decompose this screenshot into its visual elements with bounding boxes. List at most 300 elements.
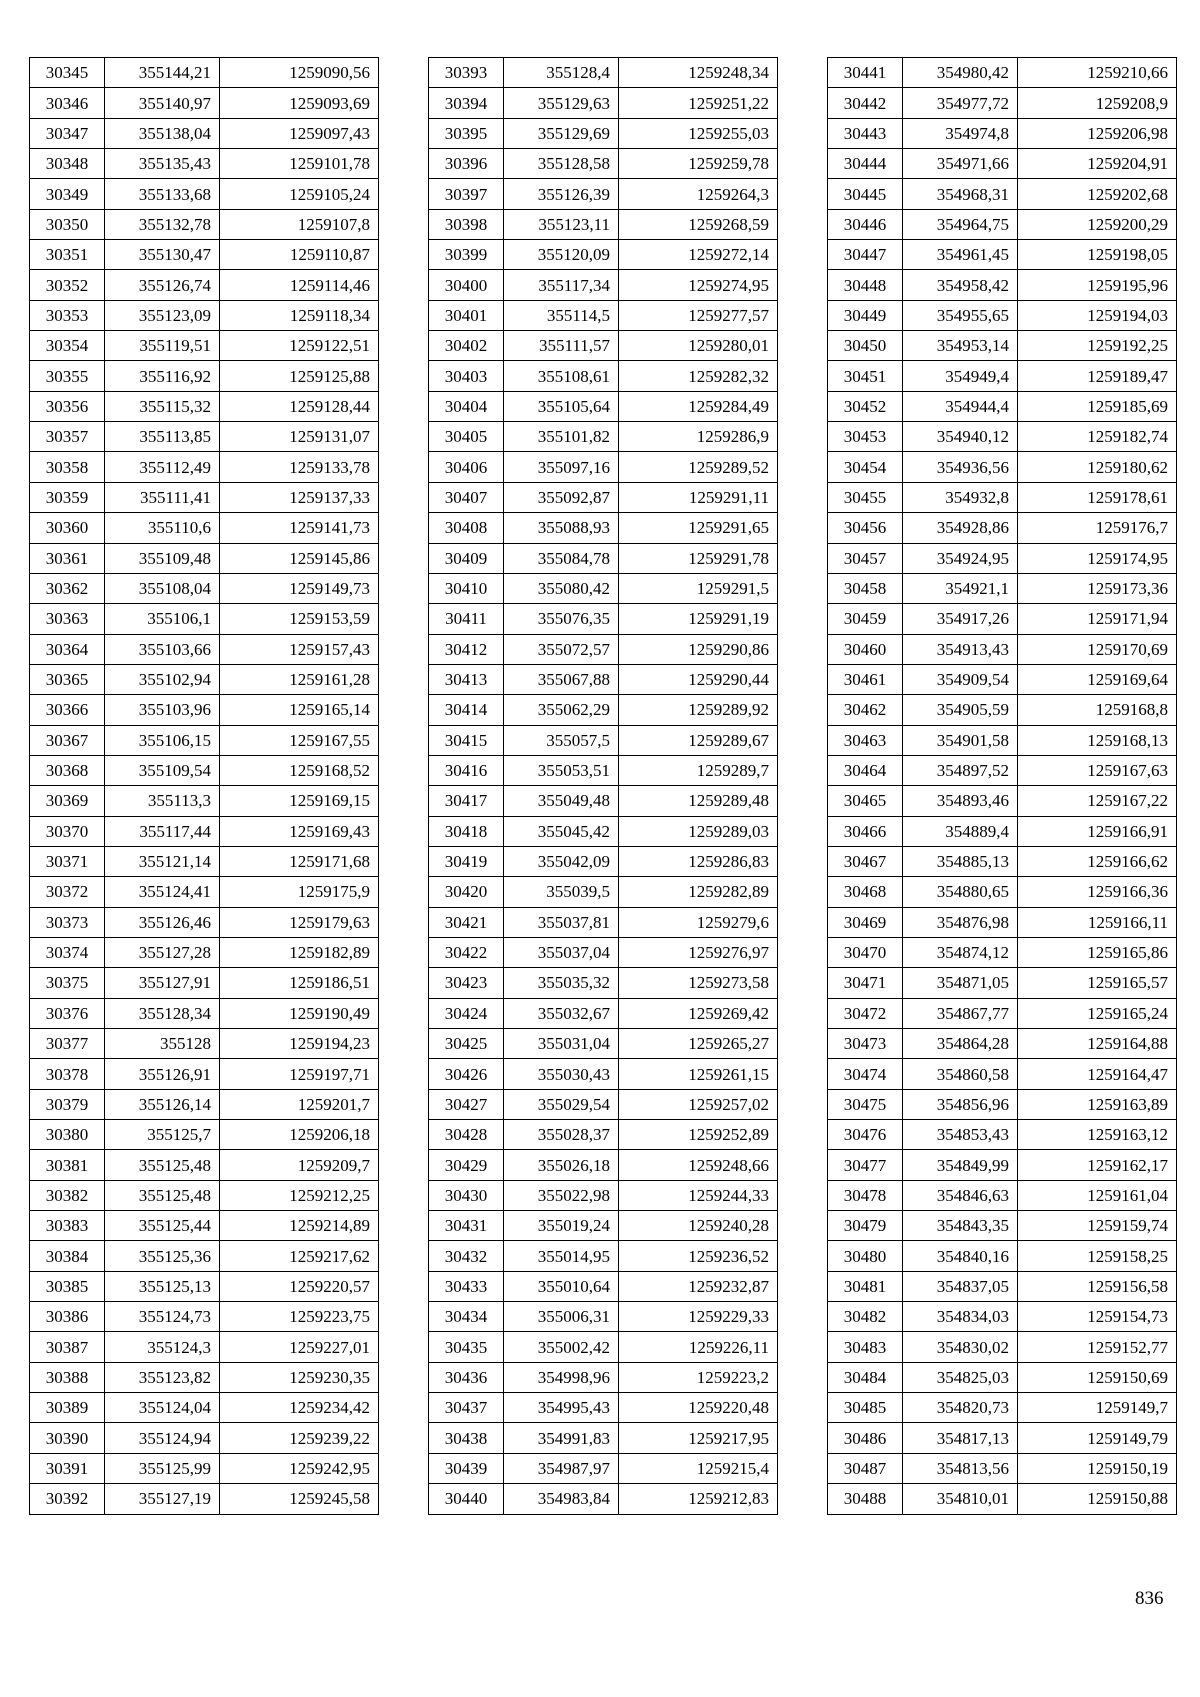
point-id-cell: 30438	[429, 1423, 504, 1453]
y-coordinate-cell: 1259182,89	[220, 937, 379, 967]
x-coordinate-cell: 355113,85	[105, 422, 220, 452]
y-coordinate-cell: 1259125,88	[220, 361, 379, 391]
point-id-cell: 30360	[30, 513, 105, 543]
point-id-cell: 30398	[429, 209, 504, 239]
point-id-cell: 30371	[30, 846, 105, 876]
y-coordinate-cell: 1259248,34	[619, 58, 778, 88]
table-row	[828, 88, 1177, 118]
y-coordinate-cell: 1259189,47	[1018, 361, 1177, 391]
y-coordinate-cell: 1259149,7	[1018, 1393, 1177, 1423]
point-id-cell: 30466	[828, 816, 903, 846]
y-coordinate-cell: 1259090,56	[220, 58, 379, 88]
point-id-cell: 30355	[30, 361, 105, 391]
x-coordinate-cell: 354810,01	[903, 1484, 1018, 1514]
x-coordinate-cell: 355080,42	[504, 573, 619, 603]
x-coordinate-cell: 355067,88	[504, 664, 619, 694]
x-coordinate-cell: 355144,21	[105, 58, 220, 88]
x-coordinate-cell: 355045,42	[504, 816, 619, 846]
x-coordinate-cell: 355133,68	[105, 179, 220, 209]
table-row	[429, 391, 778, 421]
table-row	[828, 270, 1177, 300]
table-row	[30, 361, 379, 391]
point-id-cell: 30363	[30, 604, 105, 634]
point-id-cell: 30475	[828, 1089, 903, 1119]
y-coordinate-cell: 1259163,89	[1018, 1089, 1177, 1119]
x-coordinate-cell: 354830,02	[903, 1332, 1018, 1362]
point-id-cell: 30354	[30, 331, 105, 361]
x-coordinate-cell: 355109,54	[105, 755, 220, 785]
y-coordinate-cell: 1259291,65	[619, 513, 778, 543]
table-row	[429, 1423, 778, 1453]
table-row	[429, 513, 778, 543]
y-coordinate-cell: 1259234,42	[220, 1393, 379, 1423]
table-row	[429, 816, 778, 846]
table-row	[828, 391, 1177, 421]
y-coordinate-cell: 1259223,2	[619, 1362, 778, 1392]
y-coordinate-cell: 1259282,89	[619, 877, 778, 907]
table-row	[429, 1029, 778, 1059]
point-id-cell: 30453	[828, 422, 903, 452]
point-id-cell: 30393	[429, 58, 504, 88]
table-row	[828, 149, 1177, 179]
x-coordinate-cell: 355032,67	[504, 998, 619, 1028]
table-row	[828, 1423, 1177, 1453]
x-coordinate-cell: 355028,37	[504, 1120, 619, 1150]
x-coordinate-cell: 355124,3	[105, 1332, 220, 1362]
x-coordinate-cell: 354913,43	[903, 634, 1018, 664]
y-coordinate-cell: 1259248,66	[619, 1150, 778, 1180]
y-coordinate-cell: 1259152,77	[1018, 1332, 1177, 1362]
y-coordinate-cell: 1259107,8	[220, 209, 379, 239]
table-row	[30, 1150, 379, 1180]
table-row	[828, 179, 1177, 209]
x-coordinate-cell: 355111,41	[105, 482, 220, 512]
point-id-cell: 30485	[828, 1393, 903, 1423]
table-row	[30, 695, 379, 725]
table-row	[30, 300, 379, 330]
y-coordinate-cell: 1259194,03	[1018, 300, 1177, 330]
table-row	[429, 1453, 778, 1483]
table-row	[30, 1059, 379, 1089]
table-row	[828, 604, 1177, 634]
table-row	[30, 1423, 379, 1453]
table-row	[429, 179, 778, 209]
point-id-cell: 30444	[828, 149, 903, 179]
point-id-cell: 30462	[828, 695, 903, 725]
x-coordinate-cell: 354837,05	[903, 1271, 1018, 1301]
point-id-cell: 30405	[429, 422, 504, 452]
y-coordinate-cell: 1259175,9	[220, 877, 379, 907]
y-coordinate-cell: 1259244,33	[619, 1180, 778, 1210]
y-coordinate-cell: 1259289,48	[619, 786, 778, 816]
y-coordinate-cell: 1259174,95	[1018, 543, 1177, 573]
y-coordinate-cell: 1259150,19	[1018, 1453, 1177, 1483]
y-coordinate-cell: 1259209,7	[220, 1150, 379, 1180]
x-coordinate-cell: 355022,98	[504, 1180, 619, 1210]
y-coordinate-cell: 1259171,68	[220, 846, 379, 876]
table-row	[30, 240, 379, 270]
table-row	[828, 1393, 1177, 1423]
table-row	[828, 1029, 1177, 1059]
x-coordinate-cell: 354876,98	[903, 907, 1018, 937]
table-row	[828, 1362, 1177, 1392]
table-row	[30, 1180, 379, 1210]
table-row	[30, 1362, 379, 1392]
point-id-cell: 30409	[429, 543, 504, 573]
y-coordinate-cell: 1259165,57	[1018, 968, 1177, 998]
point-id-cell: 30448	[828, 270, 903, 300]
y-coordinate-cell: 1259169,15	[220, 786, 379, 816]
x-coordinate-cell: 355031,04	[504, 1029, 619, 1059]
point-id-cell: 30447	[828, 240, 903, 270]
x-coordinate-cell: 355119,51	[105, 331, 220, 361]
point-id-cell: 30376	[30, 998, 105, 1028]
table-row	[828, 786, 1177, 816]
x-coordinate-cell: 354820,73	[903, 1393, 1018, 1423]
page-number: 836	[1135, 1588, 1164, 1609]
x-coordinate-cell: 354909,54	[903, 664, 1018, 694]
y-coordinate-cell: 1259279,6	[619, 907, 778, 937]
y-coordinate-cell: 1259227,01	[220, 1332, 379, 1362]
x-coordinate-cell: 354813,56	[903, 1453, 1018, 1483]
table-row	[828, 1120, 1177, 1150]
table-row	[429, 149, 778, 179]
x-coordinate-cell: 355114,5	[504, 300, 619, 330]
table-row	[429, 58, 778, 88]
y-coordinate-cell: 1259276,97	[619, 937, 778, 967]
x-coordinate-cell: 355010,64	[504, 1271, 619, 1301]
point-id-cell: 30478	[828, 1180, 903, 1210]
point-id-cell: 30394	[429, 88, 504, 118]
x-coordinate-cell: 355123,82	[105, 1362, 220, 1392]
y-coordinate-cell: 1259277,57	[619, 300, 778, 330]
y-coordinate-cell: 1259291,19	[619, 604, 778, 634]
table-row	[429, 755, 778, 785]
x-coordinate-cell: 354958,42	[903, 270, 1018, 300]
table-row	[429, 634, 778, 664]
x-coordinate-cell: 355039,5	[504, 877, 619, 907]
table-row	[828, 755, 1177, 785]
x-coordinate-cell: 355121,14	[105, 846, 220, 876]
table-row	[30, 452, 379, 482]
table-row	[429, 1180, 778, 1210]
x-coordinate-cell: 355116,92	[105, 361, 220, 391]
point-id-cell: 30412	[429, 634, 504, 664]
point-id-cell: 30433	[429, 1271, 504, 1301]
x-coordinate-cell: 355126,74	[105, 270, 220, 300]
table-row	[429, 877, 778, 907]
x-coordinate-cell: 354834,03	[903, 1302, 1018, 1332]
x-coordinate-cell: 354940,12	[903, 422, 1018, 452]
table-row	[429, 361, 778, 391]
y-coordinate-cell: 1259165,14	[220, 695, 379, 725]
x-coordinate-cell: 354825,03	[903, 1362, 1018, 1392]
y-coordinate-cell: 1259161,28	[220, 664, 379, 694]
x-coordinate-cell: 354980,42	[903, 58, 1018, 88]
x-coordinate-cell: 354905,59	[903, 695, 1018, 725]
table-row	[30, 846, 379, 876]
point-id-cell: 30369	[30, 786, 105, 816]
y-coordinate-cell: 1259093,69	[220, 88, 379, 118]
table-row	[828, 846, 1177, 876]
y-coordinate-cell: 1259212,25	[220, 1180, 379, 1210]
y-coordinate-cell: 1259122,51	[220, 331, 379, 361]
table-row	[30, 270, 379, 300]
x-coordinate-cell: 355108,61	[504, 361, 619, 391]
point-id-cell: 30484	[828, 1362, 903, 1392]
y-coordinate-cell: 1259173,36	[1018, 573, 1177, 603]
y-coordinate-cell: 1259217,95	[619, 1423, 778, 1453]
x-coordinate-cell: 355140,97	[105, 88, 220, 118]
y-coordinate-cell: 1259212,83	[619, 1484, 778, 1514]
x-coordinate-cell: 355123,11	[504, 209, 619, 239]
x-coordinate-cell: 354874,12	[903, 937, 1018, 967]
point-id-cell: 30400	[429, 270, 504, 300]
x-coordinate-cell: 355103,96	[105, 695, 220, 725]
point-id-cell: 30352	[30, 270, 105, 300]
table-row	[30, 998, 379, 1028]
table-row	[30, 604, 379, 634]
table-row	[828, 937, 1177, 967]
y-coordinate-cell: 1259284,49	[619, 391, 778, 421]
y-coordinate-cell: 1259137,33	[220, 482, 379, 512]
x-coordinate-cell: 355042,09	[504, 846, 619, 876]
x-coordinate-cell: 355049,48	[504, 786, 619, 816]
point-id-cell: 30470	[828, 937, 903, 967]
y-coordinate-cell: 1259159,74	[1018, 1211, 1177, 1241]
x-coordinate-cell: 355124,04	[105, 1393, 220, 1423]
point-id-cell: 30358	[30, 452, 105, 482]
point-id-cell: 30345	[30, 58, 105, 88]
x-coordinate-cell: 354846,63	[903, 1180, 1018, 1210]
y-coordinate-cell: 1259192,25	[1018, 331, 1177, 361]
y-coordinate-cell: 1259161,04	[1018, 1180, 1177, 1210]
point-id-cell: 30467	[828, 846, 903, 876]
y-coordinate-cell: 1259131,07	[220, 422, 379, 452]
table-row	[429, 1362, 778, 1392]
table-row	[429, 968, 778, 998]
point-id-cell: 30443	[828, 118, 903, 148]
point-id-cell: 30348	[30, 149, 105, 179]
y-coordinate-cell: 1259166,36	[1018, 877, 1177, 907]
y-coordinate-cell: 1259239,22	[220, 1423, 379, 1453]
point-id-cell: 30362	[30, 573, 105, 603]
y-coordinate-cell: 1259206,18	[220, 1120, 379, 1150]
x-coordinate-cell: 355101,82	[504, 422, 619, 452]
point-id-cell: 30435	[429, 1332, 504, 1362]
point-id-cell: 30457	[828, 543, 903, 573]
x-coordinate-cell: 355124,73	[105, 1302, 220, 1332]
x-coordinate-cell: 355102,94	[105, 664, 220, 694]
y-coordinate-cell: 1259251,22	[619, 88, 778, 118]
x-coordinate-cell: 355124,41	[105, 877, 220, 907]
table-row	[429, 695, 778, 725]
point-id-cell: 30380	[30, 1120, 105, 1150]
y-coordinate-cell: 1259171,94	[1018, 604, 1177, 634]
y-coordinate-cell: 1259167,63	[1018, 755, 1177, 785]
x-coordinate-cell: 354849,99	[903, 1150, 1018, 1180]
point-id-cell: 30471	[828, 968, 903, 998]
x-coordinate-cell: 355006,31	[504, 1302, 619, 1332]
y-coordinate-cell: 1259164,88	[1018, 1029, 1177, 1059]
x-coordinate-cell: 355126,46	[105, 907, 220, 937]
point-id-cell: 30428	[429, 1120, 504, 1150]
point-id-cell: 30347	[30, 118, 105, 148]
table-row	[828, 1484, 1177, 1514]
point-id-cell: 30452	[828, 391, 903, 421]
x-coordinate-cell: 355128	[105, 1029, 220, 1059]
table-row	[30, 482, 379, 512]
y-coordinate-cell: 1259105,24	[220, 179, 379, 209]
table-row	[30, 1120, 379, 1150]
point-id-cell: 30479	[828, 1211, 903, 1241]
y-coordinate-cell: 1259290,44	[619, 664, 778, 694]
point-id-cell: 30365	[30, 664, 105, 694]
table-row	[828, 482, 1177, 512]
point-id-cell: 30481	[828, 1271, 903, 1301]
table-row	[828, 1150, 1177, 1180]
y-coordinate-cell: 1259182,74	[1018, 422, 1177, 452]
point-id-cell: 30386	[30, 1302, 105, 1332]
x-coordinate-cell: 355128,58	[504, 149, 619, 179]
y-coordinate-cell: 1259154,73	[1018, 1302, 1177, 1332]
table-row	[828, 422, 1177, 452]
y-coordinate-cell: 1259167,22	[1018, 786, 1177, 816]
x-coordinate-cell: 355129,69	[504, 118, 619, 148]
table-row	[429, 1150, 778, 1180]
x-coordinate-cell: 354840,16	[903, 1241, 1018, 1271]
y-coordinate-cell: 1259149,73	[220, 573, 379, 603]
table-row	[30, 786, 379, 816]
y-coordinate-cell: 1259242,95	[220, 1453, 379, 1483]
point-id-cell: 30349	[30, 179, 105, 209]
y-coordinate-cell: 1259128,44	[220, 391, 379, 421]
y-coordinate-cell: 1259280,01	[619, 331, 778, 361]
y-coordinate-cell: 1259290,86	[619, 634, 778, 664]
x-coordinate-cell: 354928,86	[903, 513, 1018, 543]
point-id-cell: 30382	[30, 1180, 105, 1210]
y-coordinate-cell: 1259289,92	[619, 695, 778, 725]
y-coordinate-cell: 1259162,17	[1018, 1150, 1177, 1180]
table-row	[828, 725, 1177, 755]
point-id-cell: 30483	[828, 1332, 903, 1362]
x-coordinate-cell: 354944,4	[903, 391, 1018, 421]
table-row	[429, 937, 778, 967]
point-id-cell: 30445	[828, 179, 903, 209]
point-id-cell: 30460	[828, 634, 903, 664]
y-coordinate-cell: 1259179,63	[220, 907, 379, 937]
x-coordinate-cell: 355053,51	[504, 755, 619, 785]
y-coordinate-cell: 1259167,55	[220, 725, 379, 755]
point-id-cell: 30464	[828, 755, 903, 785]
x-coordinate-cell: 355120,09	[504, 240, 619, 270]
y-coordinate-cell: 1259165,24	[1018, 998, 1177, 1028]
y-coordinate-cell: 1259217,62	[220, 1241, 379, 1271]
x-coordinate-cell: 355128,4	[504, 58, 619, 88]
x-coordinate-cell: 355057,5	[504, 725, 619, 755]
table-row	[828, 452, 1177, 482]
x-coordinate-cell: 354936,56	[903, 452, 1018, 482]
y-coordinate-cell: 1259223,75	[220, 1302, 379, 1332]
table-row	[828, 1302, 1177, 1332]
x-coordinate-cell: 355130,47	[105, 240, 220, 270]
table-row	[429, 573, 778, 603]
y-coordinate-cell: 1259245,58	[220, 1484, 379, 1514]
x-coordinate-cell: 355084,78	[504, 543, 619, 573]
y-coordinate-cell: 1259169,43	[220, 816, 379, 846]
y-coordinate-cell: 1259289,52	[619, 452, 778, 482]
point-id-cell: 30436	[429, 1362, 504, 1392]
table-row	[828, 331, 1177, 361]
y-coordinate-cell: 1259220,57	[220, 1271, 379, 1301]
point-id-cell: 30368	[30, 755, 105, 785]
y-coordinate-cell: 1259157,43	[220, 634, 379, 664]
table-row	[30, 907, 379, 937]
table-row	[30, 1211, 379, 1241]
table-row	[828, 816, 1177, 846]
point-id-cell: 30440	[429, 1484, 504, 1514]
y-coordinate-cell: 1259240,28	[619, 1211, 778, 1241]
point-id-cell: 30434	[429, 1302, 504, 1332]
table-row	[429, 846, 778, 876]
point-id-cell: 30477	[828, 1150, 903, 1180]
x-coordinate-cell: 355088,93	[504, 513, 619, 543]
point-id-cell: 30437	[429, 1393, 504, 1423]
table-row	[30, 1271, 379, 1301]
table-row	[30, 968, 379, 998]
point-id-cell: 30404	[429, 391, 504, 421]
y-coordinate-cell: 1259166,62	[1018, 846, 1177, 876]
y-coordinate-cell: 1259133,78	[220, 452, 379, 482]
point-id-cell: 30458	[828, 573, 903, 603]
x-coordinate-cell: 354897,52	[903, 755, 1018, 785]
y-coordinate-cell: 1259215,4	[619, 1453, 778, 1483]
x-coordinate-cell: 355132,78	[105, 209, 220, 239]
y-coordinate-cell: 1259255,03	[619, 118, 778, 148]
table-row	[30, 634, 379, 664]
x-coordinate-cell: 355117,34	[504, 270, 619, 300]
point-id-cell: 30387	[30, 1332, 105, 1362]
x-coordinate-cell: 354998,96	[504, 1362, 619, 1392]
table-row	[828, 573, 1177, 603]
x-coordinate-cell: 354921,1	[903, 573, 1018, 603]
table-row	[429, 482, 778, 512]
coordinate-table-3	[827, 57, 1177, 1515]
y-coordinate-cell: 1259176,7	[1018, 513, 1177, 543]
table-row	[828, 543, 1177, 573]
table-row	[828, 209, 1177, 239]
point-id-cell: 30413	[429, 664, 504, 694]
x-coordinate-cell: 354864,28	[903, 1029, 1018, 1059]
table-row	[429, 1241, 778, 1271]
point-id-cell: 30430	[429, 1180, 504, 1210]
table-row	[828, 1271, 1177, 1301]
point-id-cell: 30427	[429, 1089, 504, 1119]
table-row	[828, 1332, 1177, 1362]
y-coordinate-cell: 1259118,34	[220, 300, 379, 330]
x-coordinate-cell: 355037,81	[504, 907, 619, 937]
point-id-cell: 30353	[30, 300, 105, 330]
point-id-cell: 30389	[30, 1393, 105, 1423]
table-row	[429, 118, 778, 148]
x-coordinate-cell: 354924,95	[903, 543, 1018, 573]
point-id-cell: 30455	[828, 482, 903, 512]
x-coordinate-cell: 354871,05	[903, 968, 1018, 998]
y-coordinate-cell: 1259265,27	[619, 1029, 778, 1059]
point-id-cell: 30488	[828, 1484, 903, 1514]
x-coordinate-cell: 355127,28	[105, 937, 220, 967]
point-id-cell: 30476	[828, 1120, 903, 1150]
